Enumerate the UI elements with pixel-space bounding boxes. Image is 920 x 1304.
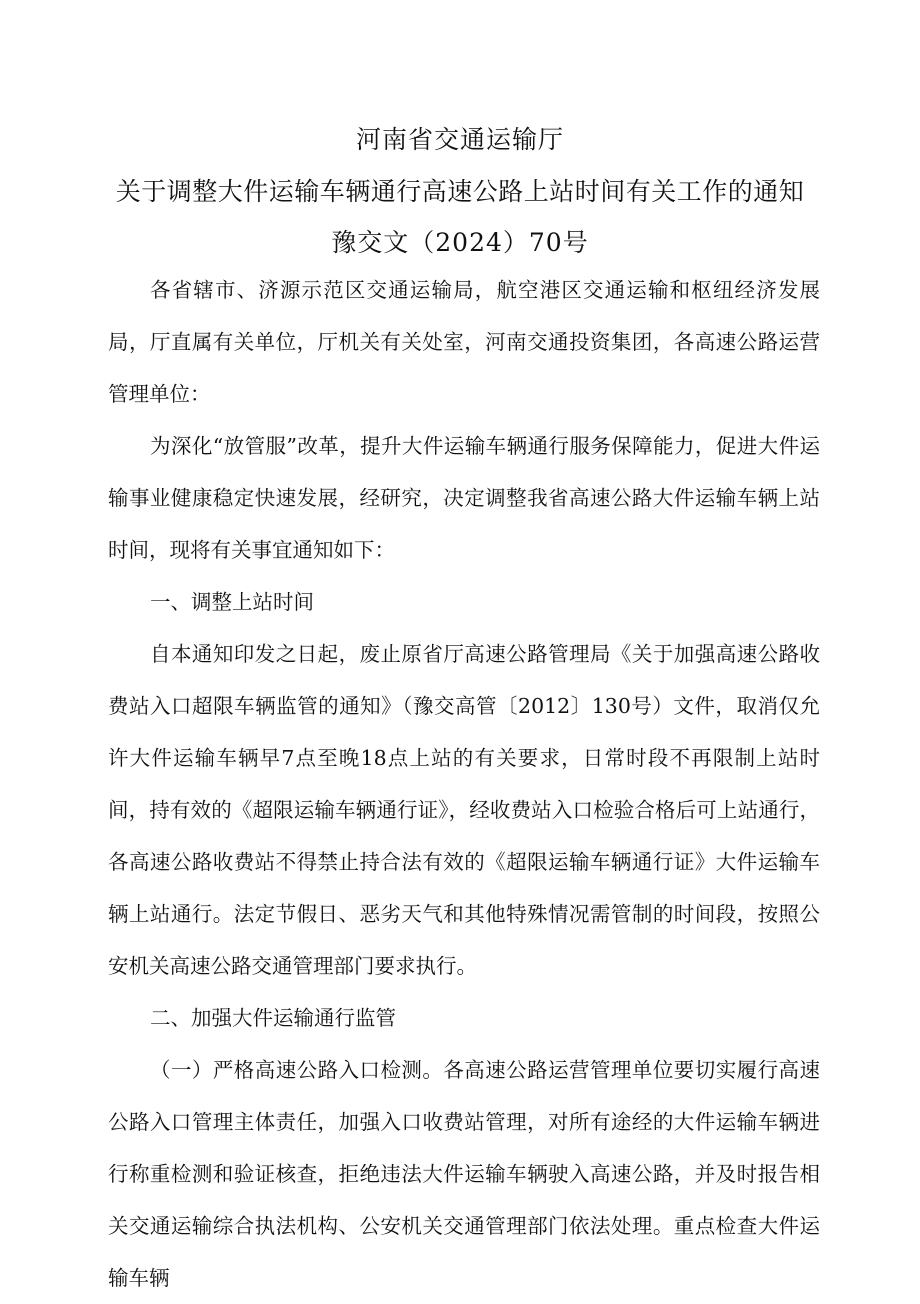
org-name: 河南省交通运输厅 bbox=[355, 125, 564, 154]
section-1-paragraph: 自本通知印发之日起，废止原省厅高速公路管理局《关于加强高速公路收费站入口超限车辆监管的通知》（豫交高管〔2012〕130号）文件，取消仅允许大件运输车辆早7点至晚18点上站的有关要求，日常时段不再限制上站时间，持有效的《超限运输车辆通行证》，经收费站入口检验合格后可上站通行，各高速公路收费站不得禁止持合法有效的《超限运输车辆通行证》大件运输车辆上站通行。法定节假日、恶劣天气和其他特殊情况需管制的时间段，按照公安机关高速公路交通管理部门要求执行。 bbox=[108, 642, 820, 978]
doc-number bbox=[0, 223, 920, 263]
addressees-paragraph: 各省辖市、济源示范区交通运输局，航空港区交通运输和枢纽经济发展局，厅直属有关单位，厅机关有关处室，河南交通投资集团，各高速公路运营管理单位： bbox=[108, 278, 820, 406]
section-2-paragraph: （一）严格高速公路入口检测。各高速公路运营管理单位要切实履行高速公路入口管理主体责任，加强入口收费站管理，对所有途经的大件运输车辆进行称重检测和验证核查，拒绝违法大件运输车辆驶入高速公路，并及时报告相关交通运输综合执法机构、公安机关交通管理部门依法处理。重点检查大件运输车辆 bbox=[108, 1058, 820, 1290]
intro-paragraph: 为深化“放管服”改革，提升大件运输车辆通行服务保障能力，促进大件运输事业健康稳定快速发展，经研究，决定调整我省高速公路大件运输车辆上站时间，现将有关事宜通知如下： bbox=[108, 434, 820, 562]
document-body bbox=[108, 264, 820, 1304]
notice-title-text: 关于调整大件运输车辆通行高速公路上站时间有关工作的通知 bbox=[115, 177, 805, 206]
org-title bbox=[0, 120, 920, 160]
section-1-heading: 一、调整上站时间 bbox=[150, 590, 314, 614]
doc-number-text: 豫交文（2024）70号 bbox=[331, 228, 589, 257]
notice-title bbox=[0, 172, 920, 212]
section-2-heading: 二、加强大件运输通行监管 bbox=[150, 1006, 396, 1030]
